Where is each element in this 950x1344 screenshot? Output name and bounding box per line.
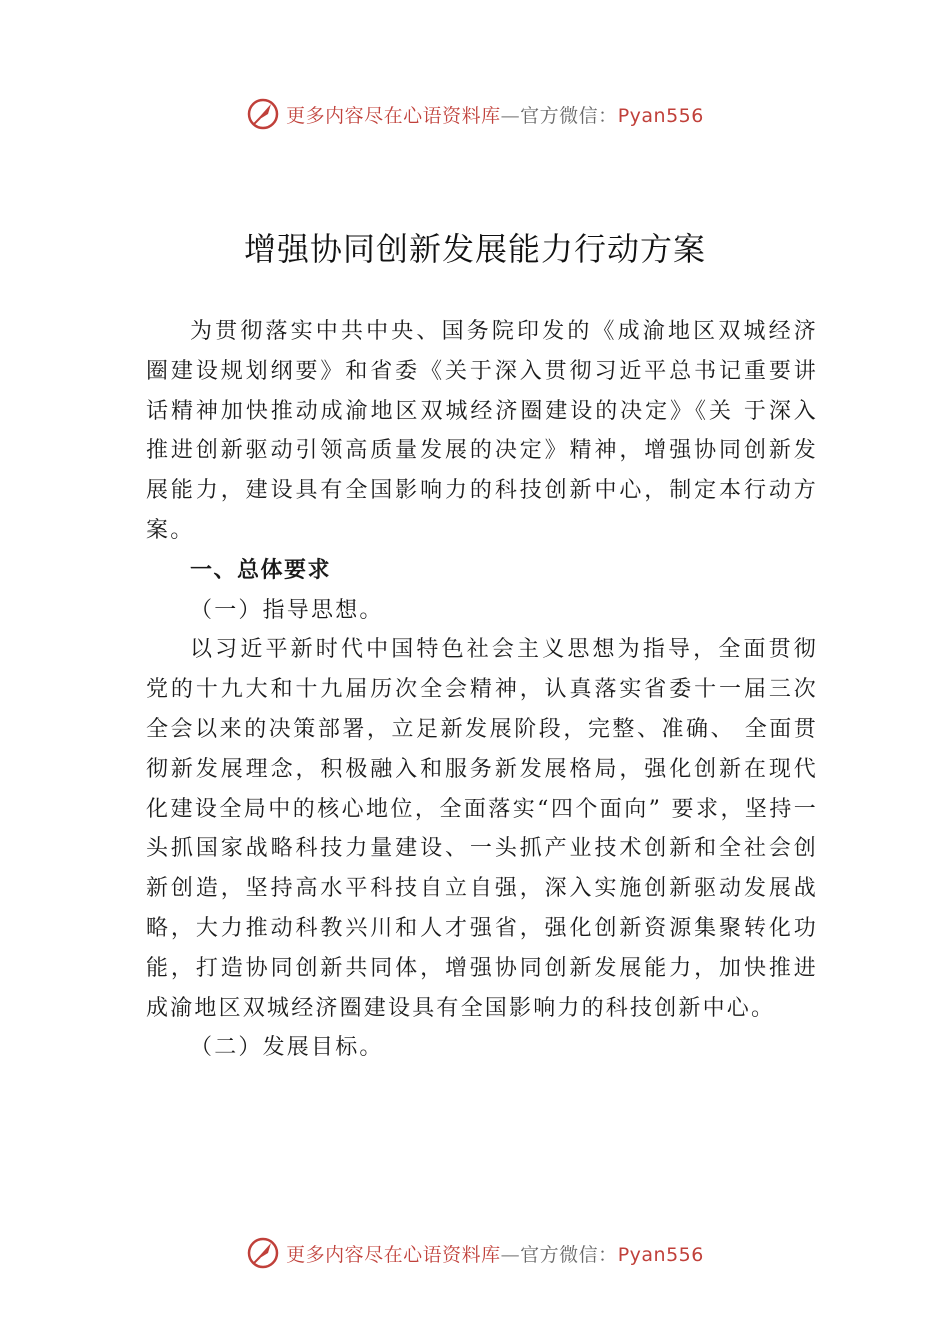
- watermark-label: 官方微信：: [520, 1243, 618, 1266]
- quill-seal-icon: [246, 1236, 280, 1270]
- guiding-thought-paragraph: 以习近平新时代中国特色社会主义思想为指导，全面贯彻党的十九大和十九届历次全会精神，认真落实省委十一届三次全会以来的决策部署，立足新发展阶段，完整、准确、 全面贯彻新发展理念，积极融入和服务新发展格局，强化创新在现代化建设全局中的核心地位，全面落实“四个面向” 要求，坚持一头抓国家战略科技力量建设、一头抓产业技术创新和全社会创新创造，坚持高水平科技自立自强，深入实施创新驱动发展战略，大力推动科教兴川和人才强省，强化创新资源集聚转化功能，打造协同创新共同体，增强协同创新发展能力，加快推进成渝地区双城经济圈建设具有全国影响力的科技创新中心。: [146, 637, 818, 1021]
- watermark-footer: [0, 1233, 950, 1273]
- quill-seal-icon: [246, 97, 280, 131]
- watermark-text: [286, 101, 704, 128]
- watermark-wechat-id: Pyan556: [617, 1243, 704, 1266]
- watermark-text: [286, 1240, 704, 1267]
- section-heading-1: 一、总体要求: [190, 557, 332, 583]
- watermark-separator: —: [500, 1243, 521, 1266]
- watermark-separator: —: [500, 104, 521, 127]
- watermark-wechat-id: Pyan556: [617, 104, 704, 127]
- watermark-brand: 更多内容尽在心语资料库: [286, 1243, 501, 1266]
- document-body: [146, 312, 818, 1068]
- subsection-heading-1: （一）指导思想。: [190, 597, 384, 623]
- watermark-header: [0, 94, 950, 134]
- document-title: 增强协同创新发展能力行动方案: [243, 230, 706, 268]
- subsection-heading-2: （二）发展目标。: [190, 1035, 384, 1061]
- watermark-brand: 更多内容尽在心语资料库: [286, 104, 501, 127]
- intro-paragraph: 为贯彻落实中共中央、国务院印发的《成渝地区双城经济圈建设规划纲要》和省委《关于深入贯彻习近平总书记重要讲话精神加快推动成渝地区双城经济圈建设的决定》《关 于深入推进创新驱动引领高质量发展的决定》精神，增强协同创新发展能力，建设具有全国影响力的科技创新中心，制定本行动方案。: [146, 319, 818, 543]
- watermark-label: 官方微信：: [520, 104, 618, 127]
